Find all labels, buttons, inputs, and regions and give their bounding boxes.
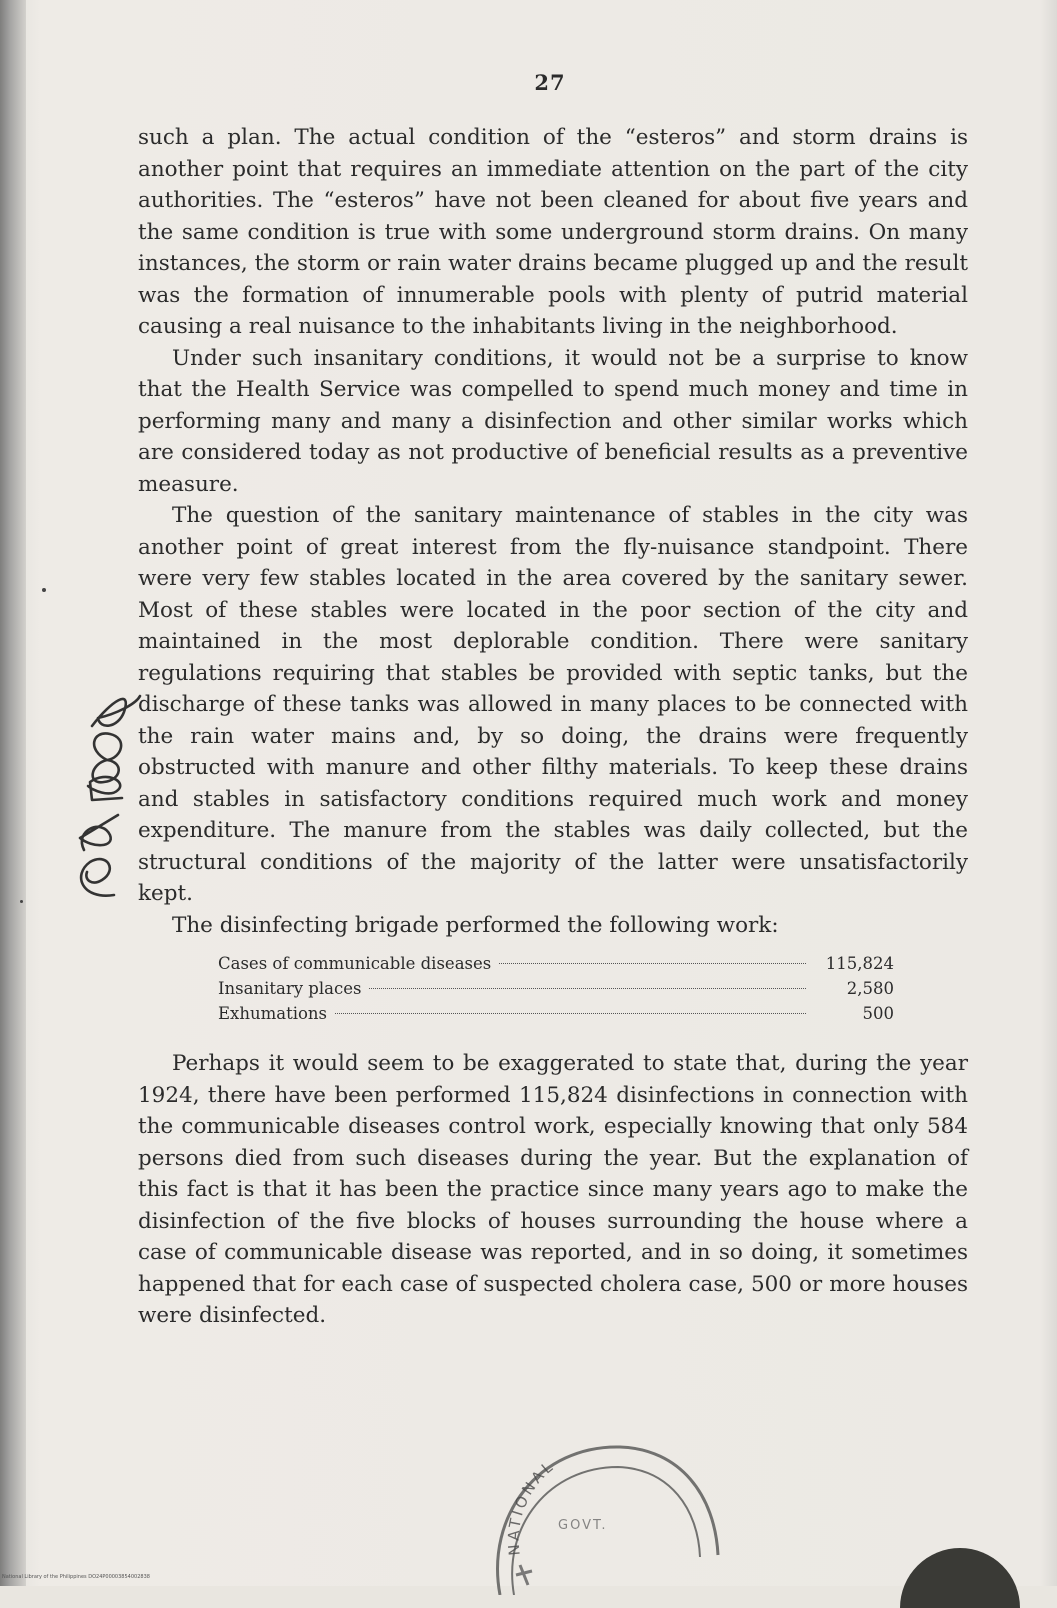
leader-dots: [499, 963, 806, 964]
paragraph-3: The question of the sanitary maintenance of stables in the city was another point of great interest from the fly-nuisance standpoint. There were very few stables located in the area covered by the sanitary sewer. Most of these stables were located in the poor section of the city and maintained in the most deplorable condition. There were sanitary regulations requiring that stables be provided with septic tanks, but the discharge of these tanks was allowed in many places to be connected with the rain water mains and, by so doing, the drains were frequently obstructed with manure and other filthy materials. To keep these drains and stables in satisfactory conditions required much work and money expenditure. The manure from the stables was daily collected, but the structural conditions of the majority of the latter were unsatisfactorily kept.: [138, 503, 968, 906]
leader-dots: [369, 988, 806, 989]
footer-note: National Library of the Philippines DO24P00003854002838: [2, 1574, 150, 1580]
paragraph-5: Perhaps it would seem to be exaggerated to state that, during the year 1924, there have been performed 115,824 disinfections in connection with the communicable diseases control work, especially knowing that only 584 persons died from such diseases during the year. But the explanation of this fact is that it has been the practice since many years ago to make the disinfection of the five blocks of houses surrounding the house where a case of communicable disease was reported, and in so doing, it sometimes happened that for each case of suspected cholera case, 500 or more houses were disinfected.: [138, 1051, 968, 1328]
work-value: 2,580: [846, 979, 894, 998]
stamp-top-text: NATIONAL: [504, 1456, 559, 1557]
work-table: [218, 951, 894, 1026]
svg-text:NATIONAL: [505, 1456, 559, 1556]
page-number: 27: [534, 70, 566, 95]
paragraph-4: The disinfecting brigade performed the following work:: [172, 912, 779, 938]
work-value: 115,824: [825, 954, 894, 973]
table-row: [218, 951, 894, 976]
stamp-middle-text: GOVT.: [558, 1518, 608, 1533]
binding-shadow: [0, 0, 26, 1586]
body-text: [138, 122, 968, 1332]
work-label: Insanitary places: [218, 979, 362, 998]
table-row: [218, 1001, 894, 1026]
leader-dots: [335, 1013, 806, 1014]
library-stamp: [480, 1425, 730, 1595]
paragraph-1: such a plan. The actual condition of the “esteros” and storm drains is another point that requires an immediate attention on the part of the city authorities. The “esteros” have not been cleaned for about five years and the same condition is true with some underground storm drains. On many instances, the storm or rain water drains became plugged up and the result was the formation of innumerable pools with plenty of putrid material causing a real nuisance to the inhabitants living in the neighborhood.: [138, 125, 968, 339]
work-label: Exhumations: [218, 1004, 328, 1023]
table-row: [218, 976, 894, 1001]
handwritten-number: [52, 690, 142, 910]
paragraph-2: Under such insanitary conditions, it would not be a surprise to know that the Health Service was compelled to spend much money and time in performing many and many a disinfection and other similar works which are considered today as not productive of beneficial results as a preventive measure.: [138, 345, 968, 497]
work-value: 500: [862, 1004, 894, 1023]
ink-speck: [42, 588, 46, 592]
corner-shadow: [900, 1548, 1020, 1608]
work-label: Cases of communicable diseases: [218, 954, 492, 973]
ink-speck: [20, 900, 23, 903]
